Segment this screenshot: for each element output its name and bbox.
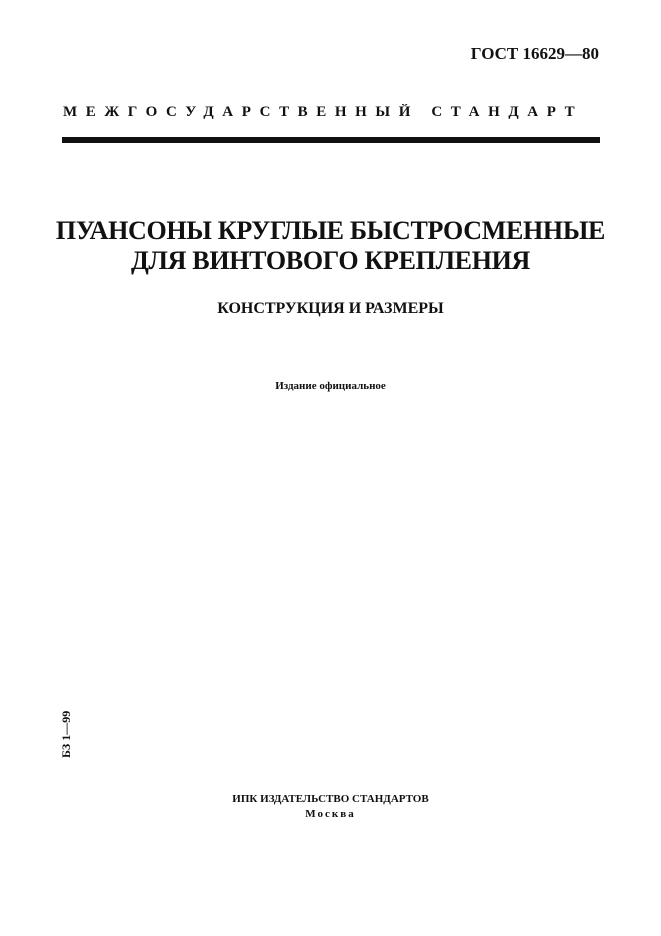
document-title [40,216,621,276]
header-rule [62,137,600,143]
document-subtitle: КОНСТРУКЦИЯ И РАЗМЕРЫ [217,300,444,317]
document-code: ГОСТ 16629—80 [470,44,599,63]
side-index-mark: БЗ 1—99 [59,710,73,758]
document-title-line-1: ПУАНСОНЫ КРУГЛЫЕ БЫСТРОСМЕННЫЕ [55,216,606,245]
document-title-line-2: ДЛЯ ВИНТОВОГО КРЕПЛЕНИЯ [130,246,531,275]
edition-note: Издание официальное [275,380,386,392]
publisher-city: Москва [305,808,356,820]
publisher-name: ИПК ИЗДАТЕЛЬСТВО СТАНДАРТОВ [232,793,429,805]
standard-type-heading: МЕЖГОСУДАРСТВЕННЫЙ СТАНДАРТ [63,104,584,120]
